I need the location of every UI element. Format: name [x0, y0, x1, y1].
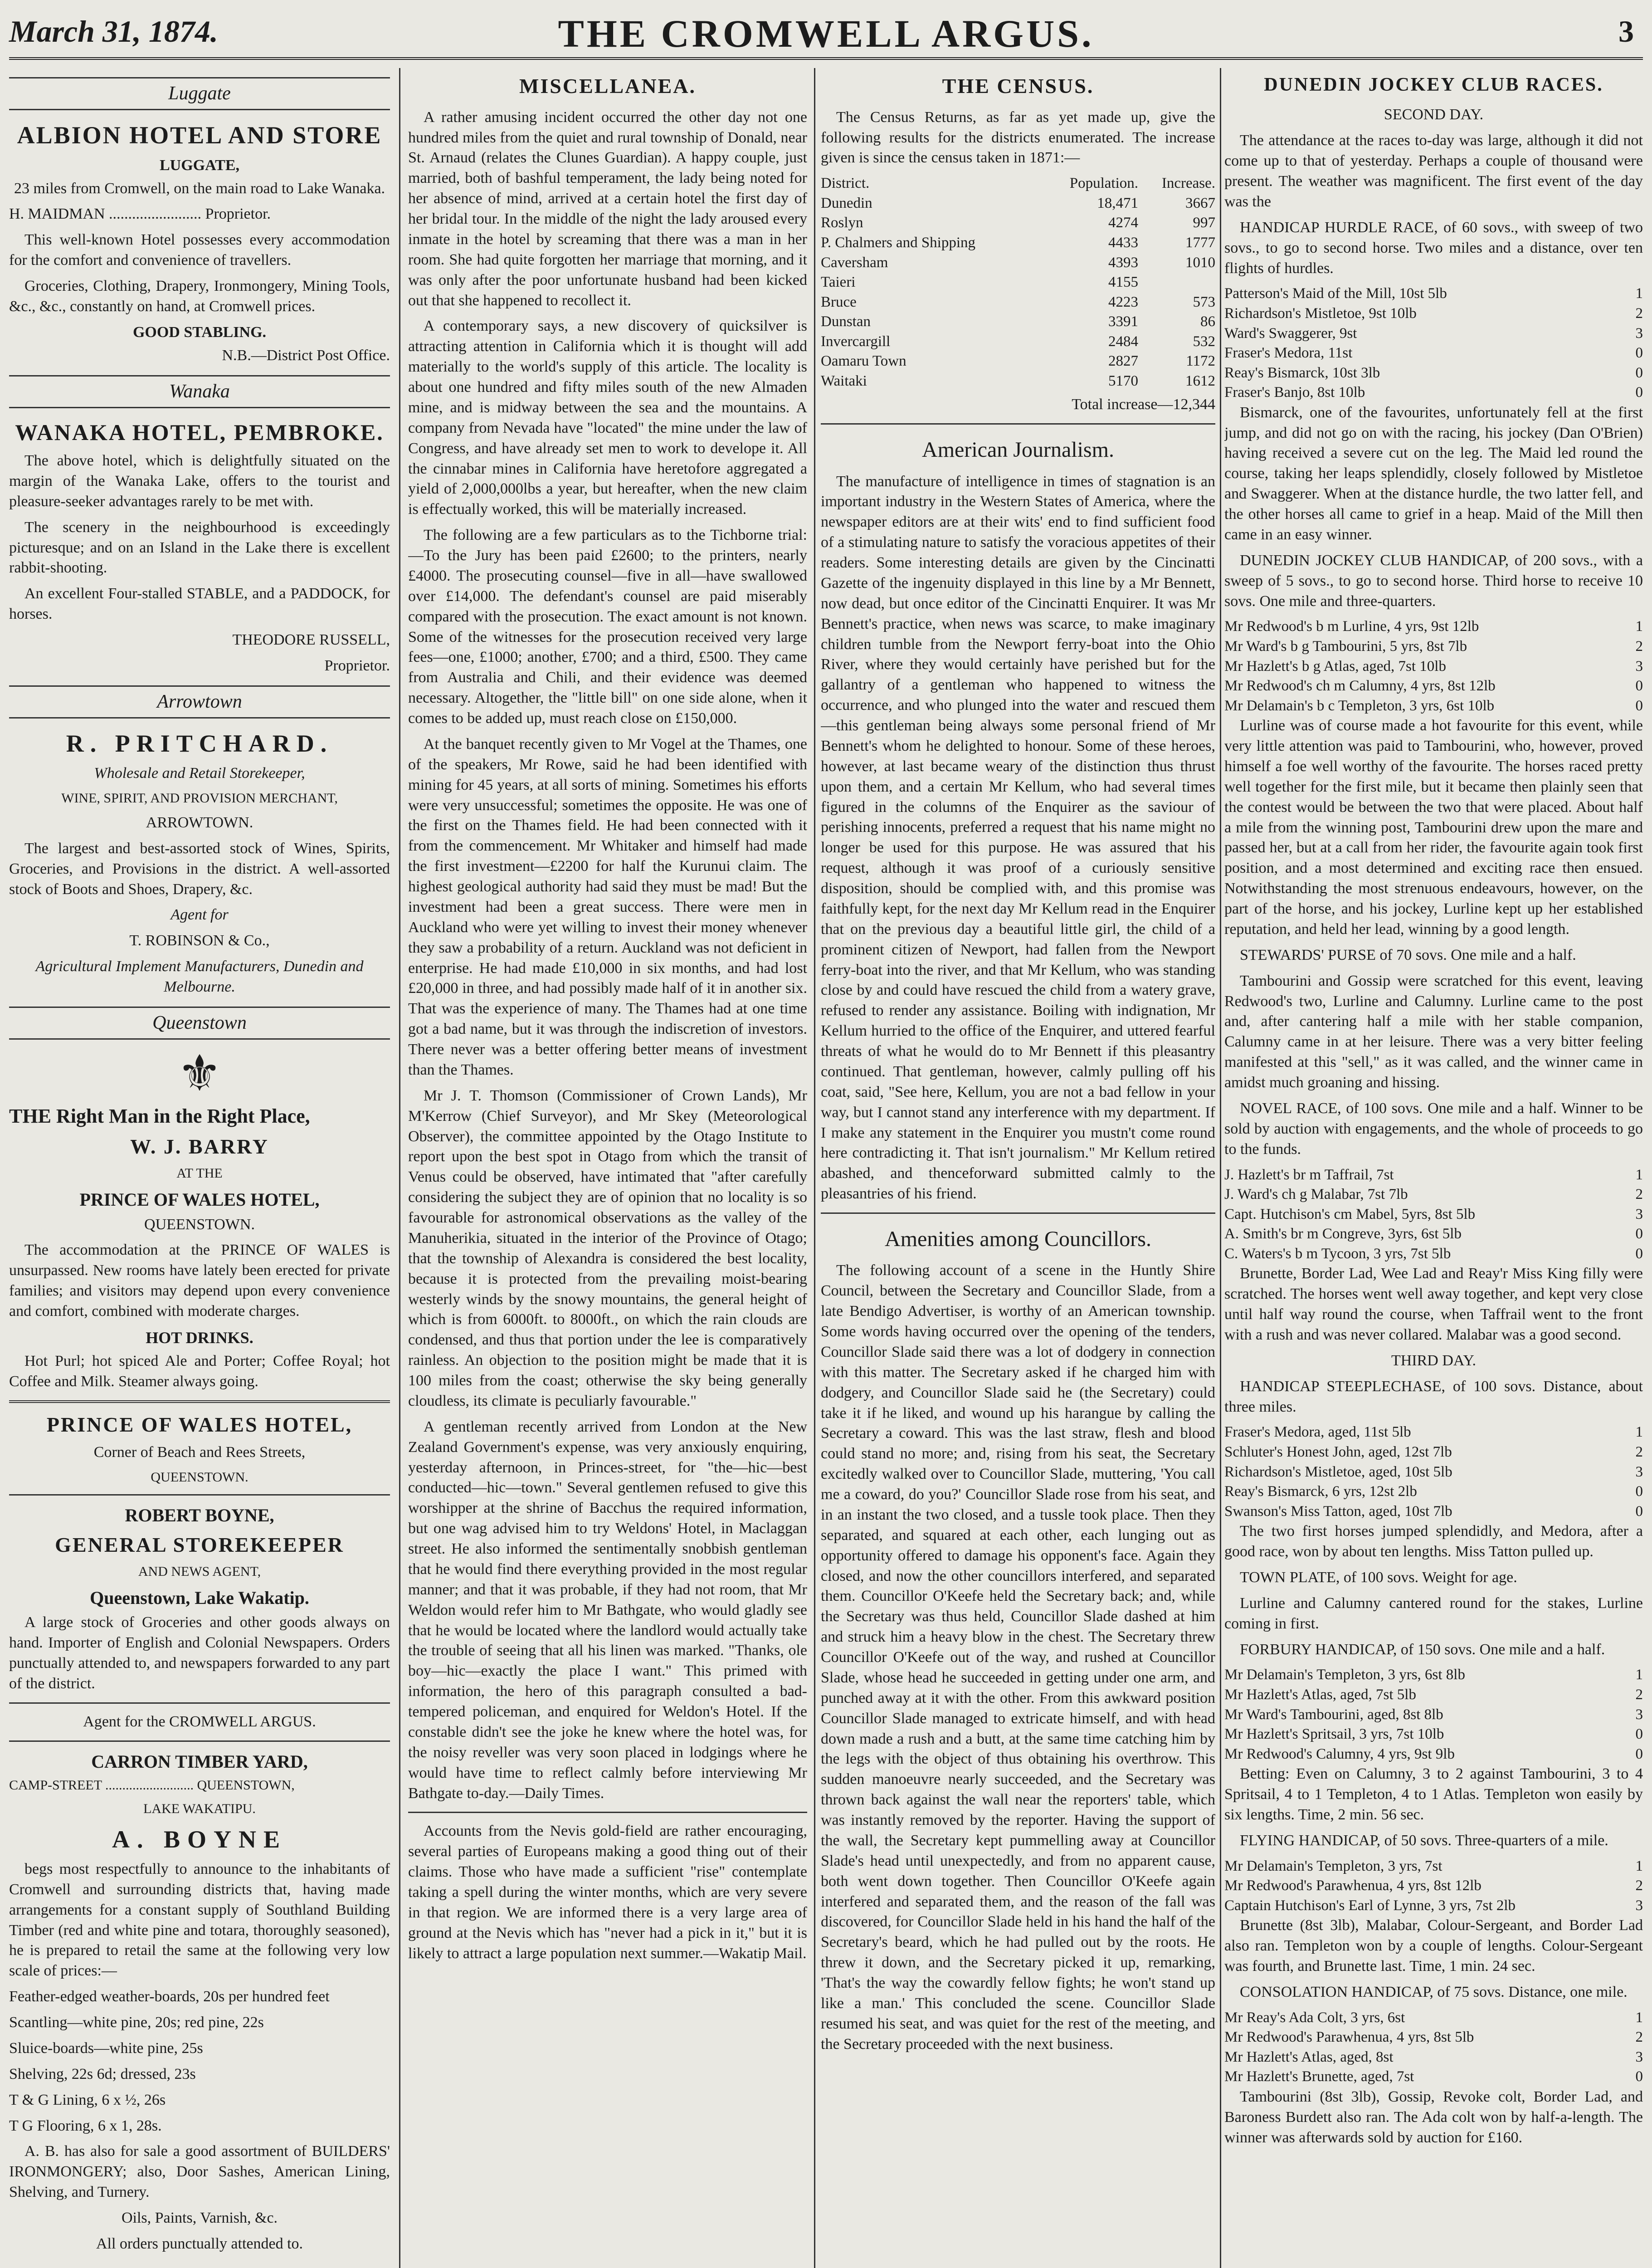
finish-place: 2 — [1635, 1686, 1643, 1703]
race-report: Tambourini (8st 3lb), Gossip, Revoke colt, Border Lad, and Baroness Burdett also ran. The Ada colt won by half-a-length. The winner was afterwards sold by auction for £160. — [1224, 2088, 1643, 2146]
boyne-agent: AND NEWS AGENT, — [138, 1564, 261, 1579]
horse-name: Swanson's Miss Tatton, aged, 10st 7lb — [1224, 1503, 1452, 1520]
pritchard-agent-name: T. ROBINSON & Co., — [129, 932, 270, 949]
race-title: FLYING HANDICAP, of 50 sovs. Three-quarters of a mile. — [1240, 1832, 1608, 1849]
albion-location: 23 miles from Cromwell, on the main road to Lake Wanaka. — [14, 180, 385, 197]
price-item: T & G Lining, 6 x ½, 26s — [9, 2091, 166, 2108]
census-total: Total increase—12,344 — [1072, 396, 1215, 413]
race-title: FORBURY HANDICAP, of 150 sovs. One mile and a half. — [1240, 1641, 1605, 1658]
divider — [821, 1212, 1215, 1214]
finish-place: 0 — [1635, 384, 1643, 401]
page-number: 3 — [1618, 14, 1634, 49]
divider — [9, 1702, 390, 1704]
horse-name: Captain Hutchison's Earl of Lynne, 3 yrs, 7st 2lb — [1224, 1897, 1516, 1914]
carron-name: A. BOYNE — [112, 1825, 288, 1853]
carron-oils: Oils, Paints, Varnish, &c. — [121, 2209, 278, 2227]
carron-street: CAMP-STREET .......................... QUEENSTOWN, — [9, 1778, 295, 1793]
horse-name: C. Waters's b m Tycoon, 3 yrs, 7st 5lb — [1224, 1245, 1451, 1262]
wanaka-owner-role: Proprietor. — [324, 657, 390, 674]
horse-name: Fraser's Medora, 11st — [1224, 345, 1353, 362]
census-cell-population: 4274 — [1108, 215, 1138, 231]
horse-name: Mr Delamain's Templeton, 3 yrs, 6st 8lb — [1224, 1667, 1465, 1683]
novel-results — [1224, 1165, 1643, 1264]
race-entry — [1224, 1857, 1643, 1877]
census-cell-increase: 1777 — [1185, 234, 1215, 251]
census-cell-population: 18,471 — [1097, 195, 1138, 211]
census-row — [821, 194, 1215, 214]
census-cell-district: Dunstan — [821, 313, 871, 330]
article-paragraph: A rather amusing incident occurred the other day not one hundred miles from the quiet and rural township of Donald, near St. Arnaud (relates the Clunes Guardian). A happy couple, just married, both of bashful temperament, the lady being noted for her absence of mind, arrived at a certain hotel the first day of her bridal tour. In the middle of the night the lady aroused every inmate in the hotel by screaming that there was a man in her room. She had quite forgotten her marriage that morning, and it was only after the poor unfortunate husband had been kicked out that she happened to recollect it. — [408, 108, 807, 309]
finish-place: 0 — [1635, 1503, 1643, 1520]
wanaka-paragraph: An excellent Four-stalled STABLE, and a PADDOCK, for horses. — [9, 585, 390, 623]
pow-corner: Corner of Beach and Rees Streets, — [93, 1443, 306, 1461]
albion-place: LUGGATE, — [159, 156, 239, 174]
flying-results — [1224, 1857, 1643, 1916]
finish-place: 3 — [1635, 658, 1643, 675]
races-heading: DUNEDIN JOCKEY CLUB RACES. — [1264, 74, 1603, 95]
albion-proprietor: H. MAIDMAN ........................ Proprietor. — [9, 205, 271, 223]
albion-hotel-title: ALBION HOTEL AND STORE — [17, 122, 382, 149]
census-cell-population: 4393 — [1108, 254, 1138, 271]
finish-place: 0 — [1635, 1745, 1643, 1762]
census-rows — [821, 194, 1215, 391]
finish-place: 0 — [1635, 345, 1643, 362]
census-cell-increase: 1010 — [1185, 254, 1215, 271]
finish-place: 0 — [1635, 697, 1643, 714]
steeplechase-results — [1224, 1422, 1643, 1521]
boyne-body: A large stock of Groceries and other goods always on hand. Importer of English and Colonial Newspapers. Orders punctually attended to, and newspapers forwarded to any part of the district. — [9, 1614, 390, 1692]
finish-place: 2 — [1635, 2029, 1643, 2046]
horse-name: Mr Redwood's b m Lurline, 4 yrs, 9st 12lb — [1224, 618, 1479, 635]
census-cell-district: Waitaki — [821, 372, 867, 389]
boyne-place: Queenstown, Lake Wakatip. — [90, 1587, 309, 1608]
albion-stabling: GOOD STABLING. — [132, 323, 267, 341]
race-title: DUNEDIN JOCKEY CLUB HANDICAP, of 200 sovs., with a sweep of 5 sovs., to go to second horse. Third horse to receive 10 sovs. One mile and three-quarters. — [1224, 552, 1643, 610]
race-entry — [1224, 1244, 1643, 1264]
miscellanea-column — [408, 68, 807, 2268]
census-row — [821, 213, 1215, 233]
races-intro: The attendance at the races to-day was large, although it did not come up to that of yesterday. Perhaps a couple of thousand were present. The weather was magnificent. The first event of the day was the — [1224, 132, 1643, 210]
wanaka-owner: THEODORE RUSSELL, — [232, 631, 390, 649]
albion-body: This well-known Hotel possesses every accommodation for the comfort and convenience of travellers. — [9, 231, 390, 269]
race-entry — [1224, 637, 1643, 657]
census-header-population: Population. — [1069, 175, 1138, 192]
royal-crest-icon: ⚜ — [177, 1046, 222, 1102]
race-report: Brunette, Border Lad, Wee Lad and Reay'r Miss King filly were scratched. The horses went well away together, and kept very close until half way round the course, when Taffrail went to the front with a rush and was never collared. Malabar was a good second. — [1224, 1265, 1643, 1343]
wanaka-hotel-title: WANAKA HOTEL, PEMBROKE. — [15, 420, 384, 445]
article-paragraph: The following are a few particulars as to the Tichborne trial:—To the Jury has been paid £2600; to the printers, nearly £4000. The prosecuting counsel—five in all—have swallowed over £14,000. The defendant's counsel are paid miserably compared with the prosecution. The exact amount is not known. Some of the witnesses for the prosecution received very large fees—one, £1000; another, £700; and a third, £500. They came from Australia and Chili, and their evidence was deemed necessary. Altogether, the "little bill" on one side alone, when it comes to be added up, must reach close on £150,000. — [408, 527, 807, 727]
divider — [9, 1400, 390, 1403]
race-entry — [1224, 2008, 1643, 2028]
horse-name: Mr Redwood's Calumny, 4 yrs, 9st 9lb — [1224, 1745, 1455, 1762]
census-row — [821, 233, 1215, 253]
horse-name: Mr Ward's b g Tambourini, 5 yrs, 8st 7lb — [1224, 638, 1467, 655]
race-entry — [1224, 617, 1643, 637]
price-item: Shelving, 22s 6d; dressed, 23s — [9, 2065, 196, 2082]
census-row — [821, 293, 1215, 313]
race-entry — [1224, 363, 1643, 383]
wanaka-paragraph: The above hotel, which is delightfully situated on the margin of the Wanaka Lake, offers to the tourist and pleasure-seeker advantages rarely to be met with. — [9, 452, 390, 510]
boyne-title: GENERAL STOREKEEPER — [55, 1533, 344, 1557]
finish-place: 1 — [1635, 1667, 1643, 1683]
horse-name: Reay's Bismarck, 6 yrs, 12st 2lb — [1224, 1483, 1417, 1500]
section-arrowtown: Arrowtown — [9, 685, 390, 719]
horse-name: Mr Redwood's Parawhenua, 4 yrs, 8st 5lb — [1224, 2029, 1474, 2046]
section-luggate: Luggate — [9, 77, 390, 110]
article-paragraph: The manufacture of intelligence in times of stagnation is an important industry in the Western States of America, where the newspaper editors are at their wits' end to find sufficient food of a stimulating nature to satisfy the voracious appetites of their readers. Some interesting details are given by the Cincinatti Gazette of the ingenuity displayed in this line by a Mr Bennett, now dead, but once editor of the Cincinatti Enquirer. It was Mr Bennett's practice, when news was scarce, to make imaginary children tumble from the Newport ferry-boat into the Ohio River, where they would certainly have perished but for the gallantry of a gentleman who happened to witness the occurrence, and who plunged into the water and rescued them—this gentleman being always some personal friend of Mr Bennett's whom he delighted to honour. Some of these heroes, however, at last became weary of the distinction thus thrust upon them, and a certain Mr Kellum, who had several times figured in the columns of the Enquirer as the saviour of perishing innocents, preferred a request that his name might no longer be used for this purpose. He was assured that his request, although it was proof of a curiously sensitive disposition, should be complied with, and this promise was faithfully kept, for the next day Mr Kellum read in the Enquirer that on the previous day a beautiful little girl, the child of a prominent citizen of Newport, had fallen from the Newport ferry-boat into the river, and that Mr Kellum, who was standing close by and could have rescued the child from a watery grave, refused to render any assistance. Boiling with indignation, Mr Kellum hurried to the office of the Enquirer, and uttered fearful threats of what he would do to Mr Bennett if this pleasantry continued. That gentleman, however, calmly pulling off his coat, said, "See here, Kellum, you are not a bad fellow in your way, but I cannot stand any interference with my department. If I make any statement in the Enquirer you mustn't come round here contradicting it. That isn't journalism." Mr Kellum retired abashed, and thenceforward submitted calmly to the pleasantries of his friend. — [821, 473, 1215, 1202]
census-cell-population: 4223 — [1108, 293, 1138, 310]
barry-hotel: PRINCE OF WALES HOTEL, — [79, 1189, 320, 1210]
race-entry — [1224, 1502, 1643, 1522]
census-cell-population: 5170 — [1108, 372, 1138, 389]
finish-place: 1 — [1635, 285, 1643, 302]
census-header-row — [821, 174, 1215, 194]
pritchard-agent-desc: Agricultural Implement Manufacturers, Dunedin and Melbourne. — [35, 958, 364, 996]
race-entry — [1224, 1705, 1643, 1725]
census-cell-increase: 1172 — [1186, 353, 1215, 370]
horse-name: Mr Hazlett's b g Atlas, aged, 7st 10lb — [1224, 658, 1446, 675]
race-entry — [1224, 1422, 1643, 1442]
finish-place: 2 — [1635, 305, 1643, 322]
barry-name: W. J. BARRY — [130, 1135, 269, 1158]
census-row — [821, 332, 1215, 352]
census-cell-district: Caversham — [821, 254, 888, 271]
census-cell-increase: 3667 — [1185, 195, 1215, 211]
race-entry — [1224, 1205, 1643, 1225]
census-row — [821, 312, 1215, 332]
divider — [821, 423, 1215, 425]
race-entry — [1224, 383, 1643, 403]
horse-name: Ward's Swaggerer, 9st — [1224, 325, 1357, 342]
finish-place: 0 — [1635, 1226, 1643, 1242]
race-title: NOVEL RACE, of 100 sovs. One mile and a half. Winner to be sold by auction with engagements, and the whole of proceeds to go to the funds. — [1224, 1100, 1643, 1158]
finish-place: 1 — [1635, 618, 1643, 635]
article-paragraph: At the banquet recently given to Mr Vogel at the Thames, one of the speakers, Mr Rowe, said he had been identified with mining for 45 years, at all sorts of mining. Sometimes his efforts were very unsuccessful; sometimes the opposite. He was one of the first on the Thames field. He had been connected with it from the commencement. Mr Whitaker and himself had made the first investment—£2200 for half the Kurunui claim. The highest geological authority had said they must be mad! But the investment had been a great success. There were men in Auckland who were yet willing to invest their money whenever they saw a probability of a return. Auckland was not deficient in enterprise. He had made £10,000 in six months, and had lost £20,000 in three, and had possibly made half of it in another six. That was the experience of many. The Thames had at one time got a bad name, but it was through the indiscretion of investors. There never was a better offering better means of investment than the Thames. — [408, 735, 807, 1078]
finish-place: 3 — [1635, 1206, 1643, 1222]
census-row — [821, 253, 1215, 273]
race-entry — [1224, 343, 1643, 363]
price-item: Feather-edged weather-boards, 20s per hundred feet — [9, 1988, 330, 2005]
horse-name: Mr Hazlett's Brunette, aged, 7st — [1224, 2068, 1414, 2085]
carron-footer: A. B. has also for sale a good assortment of BUILDERS' IRONMONGERY; also, Door Sashes, American Lining, Shelving, and Turnery. — [9, 2143, 390, 2201]
census-row — [821, 371, 1215, 391]
race-entry — [1224, 2067, 1643, 2087]
pow-title: PRINCE OF WALES HOTEL, — [46, 1413, 353, 1437]
article-paragraph: Mr J. T. Thomson (Commissioner of Crown Lands), Mr M'Kerrow (Chief Surveyor), and Mr Skey (Meteorological Observer), the committee appointed by the Otago Institute to report upon the best spot in Otago from which the transit of Venus could be observed, have intimated that "after carefully considering the subject they are of opinion that no locality is so favourable for astronomical observations as the valley of the Manuherikia, situated in the interior of the Province of Otago; that the township of Alexandra is considered the best locality, because it is protected from the prevailing moist-bearing westerly winds by the snowy mountains, the general height of which is from 6000ft. to 8000ft., on which the rain clouds are condensed, and thus that portion under the lee is comparatively rainless. An objection to the position might be made that it is 100 miles from the coast; otherwise the sky being generally cloudless, its climate is peculiarly favourable." — [408, 1087, 807, 1409]
race-title: CONSOLATION HANDICAP, of 75 sovs. Distance, one mile. — [1240, 1983, 1628, 2000]
census-heading: THE CENSUS. — [942, 74, 1094, 98]
section-wanaka: Wanaka — [9, 375, 390, 408]
race-report: Betting: Even on Calumny, 3 to 2 against Tambourini, 3 to 4 Spritsail, 4 to 1 Templeton, 4 to 1 Atlas. Templeton won easily by six lengths. Time, 2 min. 56 sec. — [1224, 1765, 1643, 1823]
race-title: HANDICAP HURDLE RACE, of 60 sovs., with sweep of two sovs., to go to second horse. Two miles and a distance, over ten flights of hurdles. — [1224, 219, 1643, 277]
horse-name: J. Hazlett's br m Taffrail, 7st — [1224, 1166, 1394, 1183]
census-cell-population: 2484 — [1108, 333, 1138, 350]
race-entry — [1224, 1442, 1643, 1462]
pritchard-sub: Wholesale and Retail Storekeeper, — [94, 765, 305, 782]
census-header-district: District. — [821, 175, 870, 192]
race-entry — [1224, 676, 1643, 696]
djc-results — [1224, 617, 1643, 716]
carron-title: CARRON TIMBER YARD, — [91, 1751, 308, 1772]
barry-place: QUEENSTOWN. — [144, 1216, 255, 1233]
finish-place: 3 — [1635, 1897, 1643, 1914]
finish-place: 3 — [1635, 2048, 1643, 2065]
horse-name: Schluter's Honest John, aged, 12st 7lb — [1224, 1443, 1452, 1460]
pow-place: QUEENSTOWN. — [151, 1469, 249, 1485]
race-entry — [1224, 1725, 1643, 1745]
horse-name: Fraser's Banjo, 8st 10lb — [1224, 384, 1365, 401]
census-cell-increase: 86 — [1200, 313, 1215, 330]
race-entry — [1224, 696, 1643, 716]
boyne-agent-for: Agent for the CROMWELL ARGUS. — [83, 1713, 316, 1730]
census-cell-district: Roslyn — [821, 215, 863, 231]
race-entry — [1224, 304, 1643, 324]
pritchard-agent: Agent for — [171, 906, 229, 924]
wanaka-paragraph: The scenery in the neighbourhood is exceedingly picturesque; and on an Island in the Lake there is excellent rabbit-shooting. — [9, 518, 390, 577]
race-entry — [1224, 2028, 1643, 2048]
price-item: Scantling—white pine, 20s; red pine, 22s — [9, 2014, 264, 2031]
census-cell-population: 4433 — [1108, 234, 1138, 251]
horse-name: Mr Hazlett's Spritsail, 3 yrs, 7st 10lb — [1224, 1726, 1444, 1743]
section-queenstown: Queenstown — [9, 1007, 390, 1040]
horse-name: Mr Hazlett's Atlas, aged, 8st — [1224, 2048, 1394, 2065]
race-report: Bismarck, one of the favourites, unfortunately fell at the first jump, and did not go on with the racing, his jockey (Dan O'Brien) having received a severe cut on the leg. The Maid led round the course, taking her leaps splendidly, closely followed by Mistletoe and Swaggerer. When at the distance hurdle, the two latter fell, and the other horses all came to grief in a heap. Maid of the Mill then came in an easy winner. — [1224, 404, 1643, 543]
divider — [9, 1494, 390, 1496]
forbury-results — [1224, 1665, 1643, 1764]
census-cell-district: Bruce — [821, 293, 857, 310]
horse-name: Richardson's Mistletoe, 9st 10lb — [1224, 305, 1417, 322]
pritchard-body: The largest and best-assorted stock of Wines, Spirits, Groceries, and Provisions in the district. A well-assorted stock of Boots and Shoes, Drapery, &c. — [9, 840, 390, 898]
news-column — [821, 68, 1215, 2268]
census-cell-population: 2827 — [1108, 353, 1138, 370]
finish-place: 0 — [1635, 678, 1643, 694]
census-row — [821, 273, 1215, 293]
race-report: Lurline was of course made a hot favourite for this event, while very little attention was paid to Tambourini, who, however, proved himself a foe well worthy of the favourite. The horses raced pretty well together for the first mile, but it became then plainly seen that the contest would be between the two that were placed. About half a mile from the winning post, Tambourini drew upon the mare and passed her, but at a call from her rider, the favourite again took first position, and a most determined and exciting race then ensued. Notwithstanding the most strenuous endeavours, however, on the part of the horse, and his jockey, Lurline kept up her established reputation, and held her lead, winning by a good length. — [1224, 717, 1643, 938]
race-entry — [1224, 1462, 1643, 1482]
horse-name: Mr Redwood's ch m Calumny, 4 yrs, 8st 12lb — [1224, 678, 1496, 694]
barry-headline: THE Right Man in the Right Place, — [9, 1105, 310, 1128]
divider — [408, 1812, 807, 1813]
barry-body: The accommodation at the PRINCE OF WALES is unsurpassed. New rooms have lately been erected for private families; and visitors may depend upon every convenience and comfort, combined with moderate charges. — [9, 1242, 390, 1320]
finish-place: 0 — [1635, 364, 1643, 381]
finish-place: 1 — [1635, 1424, 1643, 1441]
horse-name: Mr Delamain's b c Templeton, 3 yrs, 6st 10lb — [1224, 697, 1495, 714]
amenities-heading: Amenities among Councillors. — [885, 1227, 1151, 1251]
finish-place: 2 — [1635, 1443, 1643, 1460]
race-entry — [1224, 2048, 1643, 2068]
finish-place: 0 — [1635, 1726, 1643, 1743]
article-paragraph: A gentleman recently arrived from London at the New Zealand Government's expense, was very anxiously enquiring, yesterday afternoon, in Princes-street, for "the—hic—best conducted—hic—town." Several gentlemen refused to give this worshipper at the shrine of Bacchus the required information, but one wag advised him to try Weldons' Hotel, in Maclaggan street. He also informed the sentimentally snobbish gentleman that he would find there everything provided in the most regular manner; and that it was probable, if they had not room, that Mr Weldon would refer him to Mr Bathgate, who would gladly see that he would be located where the landlord would actually take the trouble of seeing that all his linen was marked. "Thanks, ole boy—hic—exactly the place I want." This primed with information, the hero of this paragraph consulted a bad-tempered policeman, and enquired for Weldon's Hotel. If the constable didn't see the joke he knew where the hotel was, for the noisy reveller was very soon placed in lodgings where he would have time to reflect calmly before interviewing Mr Bathgate to-day.—Daily Times. — [408, 1418, 807, 1802]
census-cell-increase: 532 — [1193, 333, 1215, 350]
hurdle-results — [1224, 284, 1643, 402]
finish-place: 1 — [1635, 1166, 1643, 1183]
race-entry — [1224, 1224, 1643, 1244]
horse-name: Richardson's Mistletoe, aged, 10st 5lb — [1224, 1463, 1452, 1480]
horse-name: Reay's Bismarck, 10st 3lb — [1224, 364, 1380, 381]
horse-name: Capt. Hutchison's cm Mabel, 5yrs, 8st 5lb — [1224, 1206, 1476, 1222]
finish-place: 1 — [1635, 1857, 1643, 1874]
race-entry — [1224, 657, 1643, 677]
article-paragraph: A contemporary says, a new discovery of quicksilver is attracting attention in California which it is thought will add materially to the world's supply of this article. The locality is about one hundred and fifty miles south of the new Almaden mine, and is midway between the sea and the mountains. A company from Nevada have "located" the mine under the law of Congress, and have already set men to work to develope it. All the cinnabar mines in California have heretofore aggregated a yield of 2,000,000lbs a year, but hereafter, when the new claim is effectually worked, this will be materially increased. — [408, 318, 807, 518]
census-header-increase: Increase. — [1161, 175, 1215, 192]
census-cell-district: P. Chalmers and Shipping — [821, 234, 976, 251]
race-entry — [1224, 1665, 1643, 1685]
newspaper-title: THE CROMWELL ARGUS. — [558, 12, 1094, 55]
race-report: Tambourini and Gossip were scratched for this event, leaving Redwood's two, Lurline and Calumny. Lurline came to the post and, after cantering half a mile with her stable companion, Calumny came in at her leisure. There was a very bitter feeling manifested at this "sell," as it was called, and the winner came in amidst much groaning and hissing. — [1224, 972, 1643, 1091]
masthead — [9, 5, 1643, 59]
race-entry — [1224, 1745, 1643, 1765]
pritchard-sub2: WINE, SPIRIT, AND PROVISION MERCHANT, — [61, 791, 338, 806]
hot-drinks-heading: HOT DRINKS. — [146, 1328, 253, 1347]
race-entry — [1224, 284, 1643, 304]
race-entry — [1224, 1685, 1643, 1705]
miscellanea-heading: MISCELLANEA. — [519, 74, 696, 98]
column-divider — [399, 68, 400, 2268]
race-entry — [1224, 1482, 1643, 1502]
census-intro: The Census Returns, as far as yet made up, give the following results for the districts enumerated. The increase given is since the census taken in 1871:— — [821, 108, 1215, 166]
column-divider — [814, 68, 815, 2268]
finish-place: 0 — [1635, 1483, 1643, 1500]
issue-date: March 31, 1874. — [9, 14, 218, 49]
horse-name: Mr Redwood's Parawhenua, 4 yrs, 8st 12lb — [1224, 1877, 1481, 1894]
horse-name: Mr Delamain's Templeton, 3 yrs, 7st — [1224, 1857, 1442, 1874]
race-entry — [1224, 1165, 1643, 1185]
finish-place: 3 — [1635, 1463, 1643, 1480]
finish-place: 3 — [1635, 1706, 1643, 1723]
carron-orders: All orders punctually attended to. — [96, 2235, 303, 2252]
third-day-heading: THIRD DAY. — [1391, 1352, 1477, 1369]
race-entry — [1224, 324, 1643, 344]
race-report: Brunette (8st 3lb), Malabar, Colour-Sergeant, and Border Lad also ran. Templeton won by a couple of lengths. Colour-Sergeant was fourth, and Brunette last. Time, 1 min. 24 sec. — [1224, 1917, 1643, 1975]
pritchard-place: ARROWTOWN. — [146, 814, 253, 831]
census-cell-population: 3391 — [1108, 313, 1138, 330]
price-list — [9, 1987, 390, 2136]
finish-place: 0 — [1635, 1245, 1643, 1262]
consolation-results — [1224, 2008, 1643, 2087]
boyne-name: ROBERT BOYNE, — [125, 1505, 274, 1526]
price-item: Sluice-boards—white pine, 25s — [9, 2039, 203, 2057]
census-cell-district: Taieri — [821, 274, 856, 291]
barry-at: AT THE — [176, 1166, 223, 1181]
divider — [9, 1740, 390, 1742]
article-paragraph: Accounts from the Nevis gold-field are rather encouraging, several parties of Europeans making a good thing out of their claims. Those who have made a sufficient "rise" contemplate taking a spell during the winter months, which are very severe in that region. We are informed there is a very large area of ground at the Nevis which has "never had a pick in it," but it is likely to attract a large population next summer.—Wakatip Mail. — [408, 1823, 807, 1962]
census-cell-district: Dunedin — [821, 195, 872, 211]
census-cell-increase: 1612 — [1185, 372, 1215, 389]
census-cell-increase: 573 — [1193, 293, 1215, 310]
race-title: HANDICAP STEEPLECHASE, of 100 sovs. Distance, about three miles. — [1224, 1378, 1643, 1415]
horse-name: Mr Reay's Ada Colt, 3 yrs, 6st — [1224, 2009, 1405, 2026]
article-paragraph: The following account of a scene in the Huntly Shire Council, between the Secretary and Councillor Slade, from a late Bendigo Advertiser, is worthy of an American township. Some words having occurred over the opening of the tenders, Councillor Slade said there was a lot of dodgery in connection with this matter. The Secretary asked if he charged him with dodgery, and Councillor Slade said he (the Secretary) could take it if he liked, and wound up his harangue by calling the Secretary a coward. This was the last straw, flesh and blood could stand no more; and, rising from his seat, the Secretary excitedly walked over to Councillor Slade, muttering, 'You call me a coward, do you?' Councillor Slade rose from his seat, and in an instant the two closed, and a tussle took place. Then they separated, and squared at each other, each lunging out as opportunity offered to damage his opponent's face. Again they closed, and now the other councillors interfered, and separated them. Councillor O'Keefe held the Secretary back; and, while the Secretary was thus held, Councillor Slade dashed at him and struck him a heavy blow in the chest. The Secretary threw Councillor O'Keefe out of the way, and rushed at Councillor Slade, whose head he succeeded in getting under one arm, and punched away at it with the other. From this awkward position Councillor Slade managed to extricate himself, and with head down made a rush and a butt, at the same time catching him by the legs with the object of thus obtaining his overthrow. This sudden manoeuvre nearly succeeded, and the Secretary was thrown back against the wall near the reporters' table, which was instantly removed by the reporter. Having the support of the wall, the Secretary kept pummelling away at Councillor Slade's head until unexpectedly, and from no apparent cause, both went down together. Then Councillor O'Keefe again interfered and separated them, and the reason of the fall was discovered, for Councillor Slade held in his hand the half of the Secretary's beard, which he had pulled out by the roots. He threw it down, and the Secretary picked it up, remarking, 'That's the way the cowardly fellow fights; he won't stand up like a man.' This concluded the scene. Councillor Slade resumed his seat, and was quiet for the rest of the meeting, and the Secretary proceeded with the next business. — [821, 1262, 1215, 2053]
pritchard-title: R. PRITCHARD. — [66, 730, 333, 758]
census-table — [821, 174, 1215, 415]
race-entry — [1224, 1185, 1643, 1205]
albion-nb: N.B.—District Post Office. — [222, 347, 390, 364]
census-cell-increase: 997 — [1193, 215, 1215, 231]
carron-body: begs most respectfully to announce to the inhabitants of Cromwell and surrounding districts that, having made arrangements for a constant supply of Southland Building Timber (red and white pine and totara, thoroughly seasoned), he is prepared to retail the same at the following very low scale of prices:— — [9, 1860, 390, 1980]
race-title: TOWN PLATE, of 100 sovs. Weight for age. — [1240, 1569, 1517, 1586]
finish-place: 2 — [1635, 638, 1643, 655]
census-row — [821, 352, 1215, 371]
race-entry — [1224, 1896, 1643, 1916]
race-entry — [1224, 1876, 1643, 1896]
horse-name: Mr Hazlett's Atlas, aged, 7st 5lb — [1224, 1686, 1416, 1703]
finish-place: 1 — [1635, 2009, 1643, 2026]
races-column — [1224, 68, 1643, 2268]
column-divider — [1220, 68, 1221, 2268]
finish-place: 2 — [1635, 1877, 1643, 1894]
albion-stock: Groceries, Clothing, Drapery, Ironmongery, Mining Tools, &c., &c., constantly on hand, at Cromwell prices. — [9, 278, 390, 315]
advertisements-column — [9, 68, 390, 2268]
census-cell-increase — [1138, 273, 1215, 293]
finish-place: 0 — [1635, 2068, 1643, 2085]
carron-lake: LAKE WAKATIPU. — [143, 1801, 256, 1817]
finish-place: 2 — [1635, 1186, 1643, 1203]
price-item: T G Flooring, 6 x 1, 28s. — [9, 2117, 162, 2134]
race-report: The two first horses jumped splendidly, and Medora, after a good race, won by about ten lengths. Miss Tatton pulled up. — [1224, 1523, 1643, 1560]
american-journalism-heading: American Journalism. — [922, 438, 1114, 462]
census-cell-district: Oamaru Town — [821, 353, 906, 370]
census-cell-population: 4155 — [1108, 274, 1138, 291]
hot-drinks-body: Hot Purl; hot spiced Ale and Porter; Coffee Royal; hot Coffee and Milk. Steamer always going. — [9, 1353, 390, 1390]
horse-name: A. Smith's br m Congreve, 3yrs, 6st 5lb — [1224, 1226, 1462, 1242]
horse-name: Fraser's Medora, aged, 11st 5lb — [1224, 1424, 1411, 1441]
census-cell-district: Invercargill — [821, 333, 891, 350]
race-title: STEWARDS' PURSE of 70 sovs. One mile and a half. — [1240, 946, 1576, 963]
horse-name: Patterson's Maid of the Mill, 10st 5lb — [1224, 285, 1447, 302]
masthead-rule — [9, 57, 1643, 60]
race-report: Lurline and Calumny cantered round for the stakes, Lurline coming in first. — [1224, 1594, 1643, 1632]
horse-name: Mr Ward's Tambourini, aged, 8st 8lb — [1224, 1706, 1443, 1723]
second-day-heading: SECOND DAY. — [1384, 106, 1484, 123]
finish-place: 3 — [1635, 325, 1643, 342]
horse-name: J. Ward's ch g Malabar, 7st 7lb — [1224, 1186, 1408, 1203]
